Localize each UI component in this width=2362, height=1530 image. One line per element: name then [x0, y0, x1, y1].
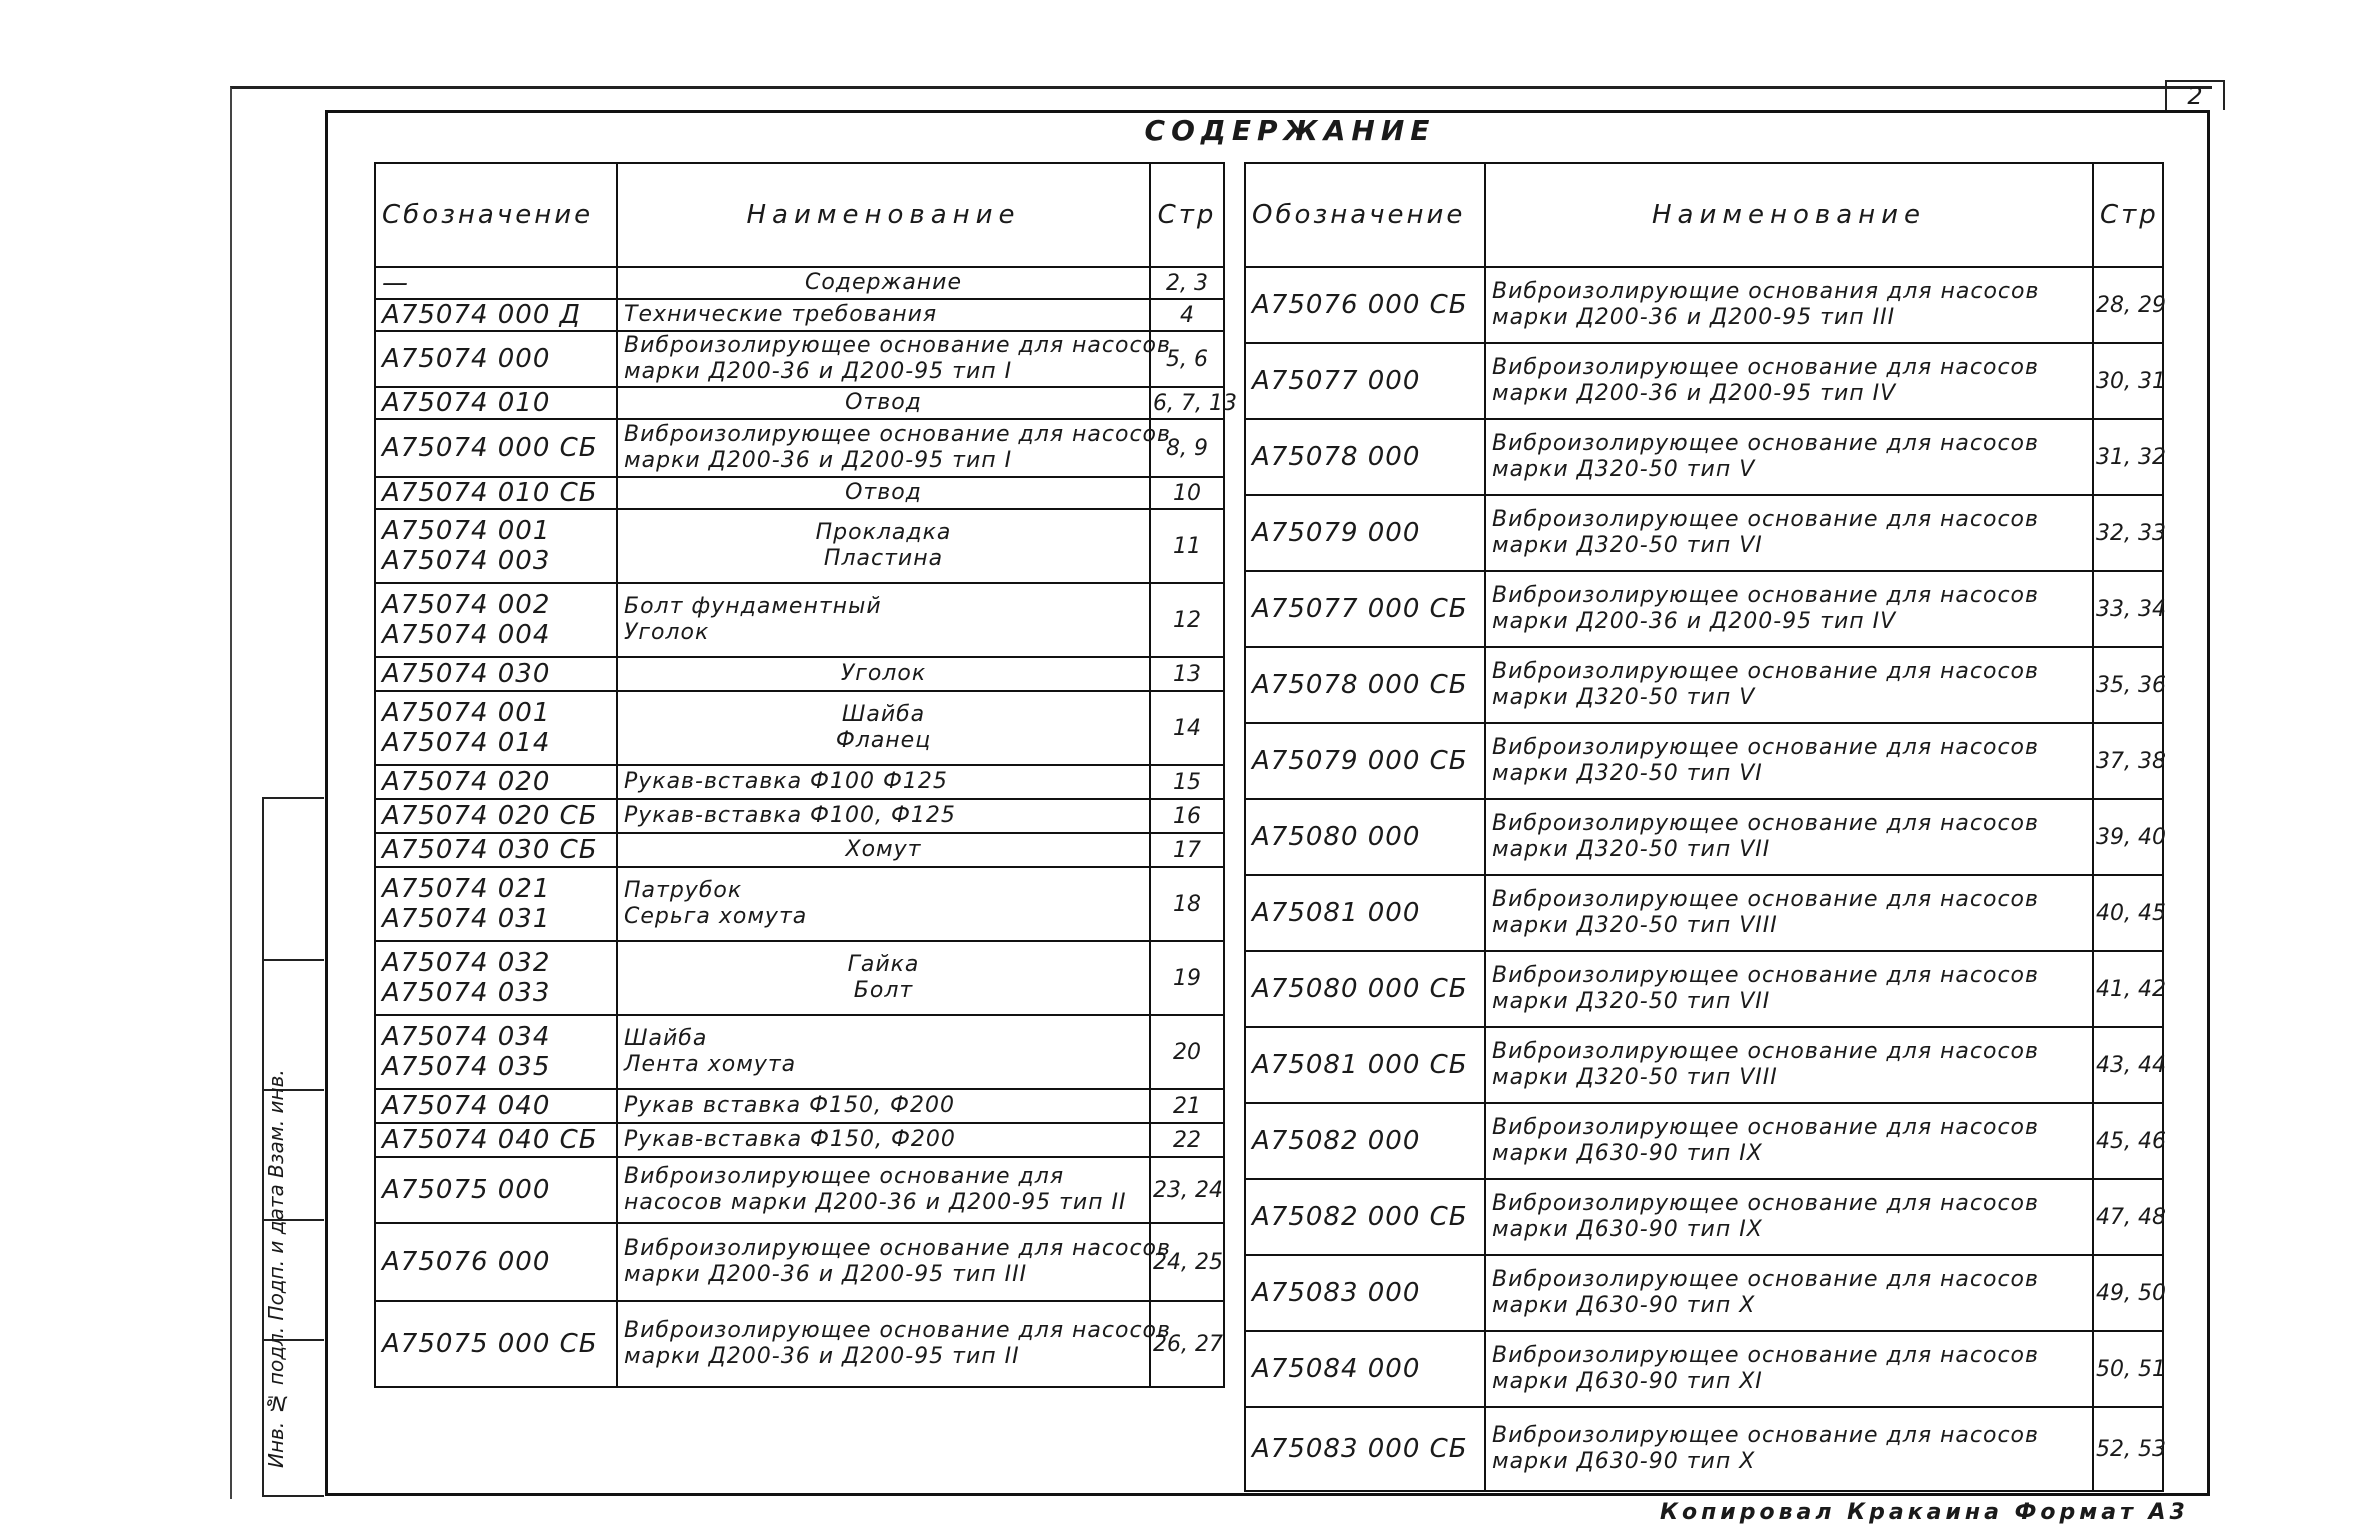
designation-cell — [375, 1223, 617, 1301]
table-header-row — [375, 163, 1224, 267]
table-row — [1245, 495, 2163, 571]
designation-cell — [375, 799, 617, 833]
table-row — [1245, 1255, 2163, 1331]
page-cell: 2, 3 — [1150, 267, 1224, 299]
designation-cell: А75079 000 — [1245, 495, 1485, 571]
designation-cell: А75077 000 СБ — [1245, 571, 1485, 647]
table-row — [375, 799, 1224, 833]
name-cell — [617, 583, 1150, 657]
name-cell — [1485, 571, 2093, 647]
cell-line: Рукав-вставка Ф150, Ф200 — [624, 1126, 956, 1152]
page-cell: 49, 50 — [2093, 1255, 2163, 1331]
cell-line: Виброизолирующее основание для насосов — [1492, 430, 2039, 456]
cell-line: марки Д320-50 тип VI — [1492, 761, 1763, 786]
cell-line: А75075 000 СБ — [382, 1329, 598, 1359]
cell-line: Виброизолирующее основание для насосов — [1492, 1038, 2039, 1064]
page-cell: 30, 31 — [2093, 343, 2163, 419]
cell-line: Виброизолирующее основание для насосов — [1492, 658, 2039, 684]
name-cell — [617, 1015, 1150, 1089]
footer-stamp: Копировал Кракаина Формат А3 — [1660, 1500, 2189, 1525]
page-cell: 20 — [1150, 1015, 1224, 1089]
name-cell — [617, 419, 1171, 477]
cell-line: марки Д200-36 и Д200-95 тип II — [624, 1344, 1020, 1369]
cell-line: марки Д200-36 и Д200-95 тип IV — [1492, 609, 1897, 634]
cell-line: Содержание — [804, 269, 963, 295]
cell-line: марки Д320-50 тип VII — [1492, 989, 1771, 1014]
designation-cell — [375, 1015, 617, 1089]
cell-line: Пластина — [823, 546, 944, 571]
column-header-page: Стр — [1150, 163, 1224, 267]
column-header-page: Стр — [2093, 163, 2163, 267]
cell-line: А75074 031 — [382, 904, 551, 934]
cell-line: Серьга хомута — [624, 904, 808, 929]
cell-line: Фланец — [835, 728, 932, 753]
page-cell: 33, 34 — [2093, 571, 2163, 647]
cell-line: Виброизолирующие основания для насосов — [1492, 278, 2040, 304]
page-cell: 31, 32 — [2093, 419, 2163, 495]
cell-line: Виброизолирующее основание для насосов — [624, 1317, 1171, 1343]
page-cell: 24, 25 — [1150, 1223, 1224, 1301]
title-block-divider — [264, 959, 324, 961]
name-cell — [1485, 1179, 2093, 1255]
page-cell: 52, 53 — [2093, 1407, 2163, 1491]
cell-line: А75074 001 — [382, 698, 551, 728]
designation-cell — [375, 1089, 617, 1123]
designation-cell — [375, 419, 617, 477]
name-cell — [617, 1301, 1171, 1387]
cell-line: марки Д320-50 тип VIII — [1492, 1065, 1778, 1090]
cell-line: А75075 000 — [382, 1175, 551, 1205]
designation-cell — [375, 867, 617, 941]
name-cell — [617, 1223, 1171, 1301]
name-cell — [617, 765, 1150, 799]
cell-line: Рукав-вставка Ф100, Ф125 — [624, 802, 956, 828]
cell-line: Виброизолирующее основание для насосов — [624, 421, 1171, 447]
designation-cell: А75078 000 — [1245, 419, 1485, 495]
title-block-label: Инв. № подл. Подп. и дата Взам. инв. — [264, 1069, 288, 1469]
designation-cell: А75083 000 СБ — [1245, 1407, 1485, 1491]
cell-line: Виброизолирующее основание для насосов — [1492, 506, 2039, 532]
designation-cell — [375, 299, 617, 331]
cell-line: марки Д320-50 тип VII — [1492, 837, 1771, 862]
name-cell — [617, 509, 1150, 583]
table-row — [375, 1157, 1224, 1223]
cell-line: А75074 030 СБ — [382, 835, 598, 865]
table-row — [1245, 799, 2163, 875]
page-cell: 21 — [1150, 1089, 1224, 1123]
designation-cell: А75082 000 СБ — [1245, 1179, 1485, 1255]
cell-line: марки Д200-36 и Д200-95 тип III — [624, 1262, 1028, 1287]
cell-line: А75074 030 — [382, 659, 551, 689]
designation-cell — [375, 765, 617, 799]
table-row — [375, 941, 1224, 1015]
designation-cell: А75081 000 СБ — [1245, 1027, 1485, 1103]
designation-cell — [375, 331, 617, 387]
name-cell — [617, 867, 1150, 941]
designation-cell — [375, 1123, 617, 1157]
table-row — [1245, 343, 2163, 419]
cell-line: А75074 021 — [382, 874, 551, 904]
cell-line: Виброизолирующее основание для — [624, 1163, 1065, 1189]
cell-line: Уголок — [624, 620, 710, 645]
table-row — [375, 867, 1224, 941]
cell-line: марки Д200-36 и Д200-95 тип IV — [1492, 381, 1897, 406]
cell-line: А75074 001 — [382, 516, 551, 546]
cell-line: марки Д200-36 и Д200-95 тип I — [624, 448, 1013, 473]
table-row — [1245, 1103, 2163, 1179]
title-block-column — [262, 797, 324, 1497]
cell-line: А75074 000 СБ — [382, 433, 598, 463]
cell-line: А75074 004 — [382, 620, 551, 650]
name-cell — [617, 691, 1150, 765]
name-cell — [617, 833, 1150, 867]
cell-line: Виброизолирующее основание для насосов — [1492, 1114, 2039, 1140]
table-row — [1245, 647, 2163, 723]
name-cell — [617, 477, 1150, 509]
table-row — [375, 509, 1224, 583]
cell-line: Виброизолирующее основание для насосов — [1492, 1342, 2039, 1368]
designation-cell — [375, 691, 617, 765]
designation-cell: А75084 000 — [1245, 1331, 1485, 1407]
cell-line: Виброизолирующее основание для насосов — [1492, 582, 2039, 608]
table-row — [375, 477, 1224, 509]
cell-line: Патрубок — [624, 877, 743, 903]
page-cell: 37, 38 — [2093, 723, 2163, 799]
table-row — [375, 1123, 1224, 1157]
cell-line: Виброизолирующее основание для насосов — [1492, 1266, 2039, 1292]
cell-line: Уголок — [840, 660, 927, 686]
designation-cell — [375, 833, 617, 867]
cell-line: Шайба — [624, 1025, 708, 1051]
designation-cell: А75077 000 — [1245, 343, 1485, 419]
name-cell — [617, 331, 1171, 387]
table-row — [375, 1223, 1224, 1301]
cell-line: марки Д320-50 тип VIII — [1492, 913, 1778, 938]
designation-cell: А75083 000 — [1245, 1255, 1485, 1331]
designation-cell: А75078 000 СБ — [1245, 647, 1485, 723]
cell-line: — — [382, 268, 409, 298]
page-cell: 26, 27 — [1150, 1301, 1224, 1387]
cell-line: А75074 040 — [382, 1091, 551, 1121]
cell-line: Виброизолирующее основание для насосов — [1492, 886, 2039, 912]
cell-line: Виброизолирующее основание для насосов — [624, 332, 1171, 358]
column-header-name: Наименование — [1485, 163, 2093, 267]
name-cell — [617, 941, 1150, 1015]
page-cell: 39, 40 — [2093, 799, 2163, 875]
cell-line: А75074 010 — [382, 388, 551, 418]
designation-cell — [375, 477, 617, 509]
page-title: СОДЕРЖАНИЕ — [1144, 114, 1436, 147]
cell-line: А75074 014 — [382, 728, 551, 758]
designation-cell: А75080 000 — [1245, 799, 1485, 875]
designation-cell — [375, 1301, 617, 1387]
name-cell — [1485, 1407, 2093, 1491]
name-cell — [1485, 951, 2093, 1027]
page-cell: 8, 9 — [1150, 419, 1224, 477]
cell-line: Гайка — [847, 951, 920, 977]
designation-cell: А75081 000 — [1245, 875, 1485, 951]
table-row — [375, 1089, 1224, 1123]
cell-line: А75074 020 СБ — [382, 801, 598, 831]
cell-line: А75074 002 — [382, 590, 551, 620]
cell-line: марки Д630-90 тип XI — [1492, 1369, 1763, 1394]
name-cell — [617, 1157, 1150, 1223]
cell-line: А75074 010 СБ — [382, 478, 598, 508]
table-row — [1245, 875, 2163, 951]
cell-line: Лента хомута — [624, 1052, 797, 1077]
cell-line: марки Д630-90 тип X — [1492, 1293, 1756, 1318]
cell-line: марки Д630-90 тип IX — [1492, 1217, 1763, 1242]
table-row — [375, 583, 1224, 657]
page-cell: 22 — [1150, 1123, 1224, 1157]
table-row — [1245, 1407, 2163, 1491]
cell-line: А75074 035 — [382, 1052, 551, 1082]
table-row — [1245, 1179, 2163, 1255]
cell-line: Рукав-вставка Ф100 Ф125 — [624, 768, 948, 794]
cell-line: Виброизолирующее основание для насосов — [1492, 1190, 2039, 1216]
table-row — [375, 657, 1224, 691]
column-header-code: Сбозначение — [375, 163, 617, 267]
name-cell — [1485, 1027, 2093, 1103]
table-row — [1245, 951, 2163, 1027]
table-row — [375, 267, 1224, 299]
cell-line: А75074 040 СБ — [382, 1125, 598, 1155]
table-row — [375, 331, 1224, 387]
designation-cell: А75082 000 — [1245, 1103, 1485, 1179]
designation-cell — [375, 387, 617, 419]
table-row — [375, 1015, 1224, 1089]
page-cell: 40, 45 — [2093, 875, 2163, 951]
contents-table-right — [1244, 162, 2164, 1492]
name-cell — [1485, 495, 2093, 571]
page-cell: 10 — [1150, 477, 1224, 509]
table-row — [375, 387, 1224, 419]
name-cell — [617, 267, 1150, 299]
cell-line: А75074 000 — [382, 344, 551, 374]
name-cell — [1485, 1103, 2093, 1179]
designation-cell — [375, 1157, 617, 1223]
page-cell: 19 — [1150, 941, 1224, 1015]
cell-line: Технические требования — [624, 301, 938, 327]
name-cell — [1485, 1255, 2093, 1331]
name-cell — [617, 299, 1150, 331]
cell-line: Прокладка — [815, 519, 952, 545]
name-cell — [617, 1089, 1150, 1123]
cell-line: Виброизолирующее основание для насосов — [1492, 1422, 2039, 1448]
table-row — [375, 833, 1224, 867]
cell-line: Виброизолирующее основание для насосов — [624, 1235, 1171, 1261]
table-row — [375, 691, 1224, 765]
table-row — [1245, 1027, 2163, 1103]
designation-cell: А75076 000 СБ — [1245, 267, 1485, 343]
page-cell: 28, 29 — [2093, 267, 2163, 343]
cell-line: марки Д320-50 тип VI — [1492, 533, 1763, 558]
designation-cell — [375, 583, 617, 657]
cell-line: Виброизолирующее основание для насосов — [1492, 962, 2039, 988]
cell-line: Виброизолирующее основание для насосов — [1492, 734, 2039, 760]
cell-line: Хомут — [845, 836, 922, 862]
column-header-code: Обозначение — [1245, 163, 1485, 267]
cell-line: марки Д200-36 и Д200-95 тип III — [1492, 305, 1896, 330]
page-cell: 16 — [1150, 799, 1224, 833]
cell-line: Шайба — [841, 701, 926, 727]
table-row — [1245, 723, 2163, 799]
cell-line: А75074 033 — [382, 978, 551, 1008]
designation-cell — [375, 941, 617, 1015]
name-cell — [617, 387, 1150, 419]
page-cell: 32, 33 — [2093, 495, 2163, 571]
name-cell — [1485, 723, 2093, 799]
table-row — [375, 1301, 1224, 1387]
designation-cell: А75080 000 СБ — [1245, 951, 1485, 1027]
name-cell — [1485, 343, 2093, 419]
name-cell — [617, 1123, 1150, 1157]
page-cell: 6, 7, 13 — [1150, 387, 1224, 419]
table-row — [375, 299, 1224, 331]
page-cell: 41, 42 — [2093, 951, 2163, 1027]
name-cell — [1485, 647, 2093, 723]
name-cell — [617, 799, 1150, 833]
page-cell: 17 — [1150, 833, 1224, 867]
cell-line: Виброизолирующее основание для насосов — [1492, 810, 2039, 836]
cell-line: Болт — [853, 978, 914, 1003]
page-cell: 23, 24 — [1150, 1157, 1224, 1223]
cell-line: Болт фундаментный — [624, 593, 882, 619]
cell-line: марки Д320-50 тип V — [1492, 685, 1756, 710]
cell-line: А75074 032 — [382, 948, 551, 978]
page-cell: 47, 48 — [2093, 1179, 2163, 1255]
page-cell: 14 — [1150, 691, 1224, 765]
table-row — [1245, 1331, 2163, 1407]
table-row — [375, 419, 1224, 477]
name-cell — [1485, 1331, 2093, 1407]
name-cell — [617, 657, 1150, 691]
column-header-name: Наименование — [617, 163, 1150, 267]
name-cell — [1485, 799, 2093, 875]
designation-cell — [375, 657, 617, 691]
cell-line: марки Д320-50 тип V — [1492, 457, 1756, 482]
page-cell: 45, 46 — [2093, 1103, 2163, 1179]
contents-table-left — [374, 162, 1237, 1388]
page-cell: 50, 51 — [2093, 1331, 2163, 1407]
cell-line: Отвод — [845, 389, 922, 415]
designation-cell — [375, 267, 617, 299]
page-cell: 13 — [1150, 657, 1224, 691]
cell-line: А75076 000 — [382, 1247, 551, 1277]
cell-line: марки Д630-90 тип IX — [1492, 1141, 1763, 1166]
page-cell: 35, 36 — [2093, 647, 2163, 723]
page-cell: 12 — [1150, 583, 1224, 657]
table-row — [1245, 419, 2163, 495]
cell-line: марки Д200-36 и Д200-95 тип I — [624, 359, 1013, 384]
name-cell — [1485, 267, 2093, 343]
page-cell: 4 — [1150, 299, 1224, 331]
table-row — [1245, 267, 2163, 343]
cell-line: Рукав вставка Ф150, Ф200 — [624, 1092, 955, 1118]
page-cell: 5, 6 — [1150, 331, 1224, 387]
designation-cell: А75079 000 СБ — [1245, 723, 1485, 799]
name-cell — [1485, 419, 2093, 495]
designation-cell — [375, 509, 617, 583]
cell-line: А75074 020 — [382, 767, 551, 797]
cell-line: марки Д630-90 тип X — [1492, 1449, 1756, 1474]
cell-line: А75074 034 — [382, 1022, 551, 1052]
page-cell: 43, 44 — [2093, 1027, 2163, 1103]
cell-line: А75074 000 Д — [382, 300, 581, 330]
cell-line: А75074 003 — [382, 546, 551, 576]
page-cell: 11 — [1150, 509, 1224, 583]
cell-line: насосов марки Д200-36 и Д200-95 тип II — [624, 1190, 1127, 1215]
name-cell — [1485, 875, 2093, 951]
table-header-row — [1245, 163, 2163, 267]
page-number: 2 — [2165, 80, 2225, 110]
cell-line: Отвод — [845, 479, 922, 505]
page-cell: 18 — [1150, 867, 1224, 941]
page-cell: 15 — [1150, 765, 1224, 799]
cell-line: Виброизолирующее основание для насосов — [1492, 354, 2039, 380]
table-row — [1245, 571, 2163, 647]
table-row — [375, 765, 1224, 799]
